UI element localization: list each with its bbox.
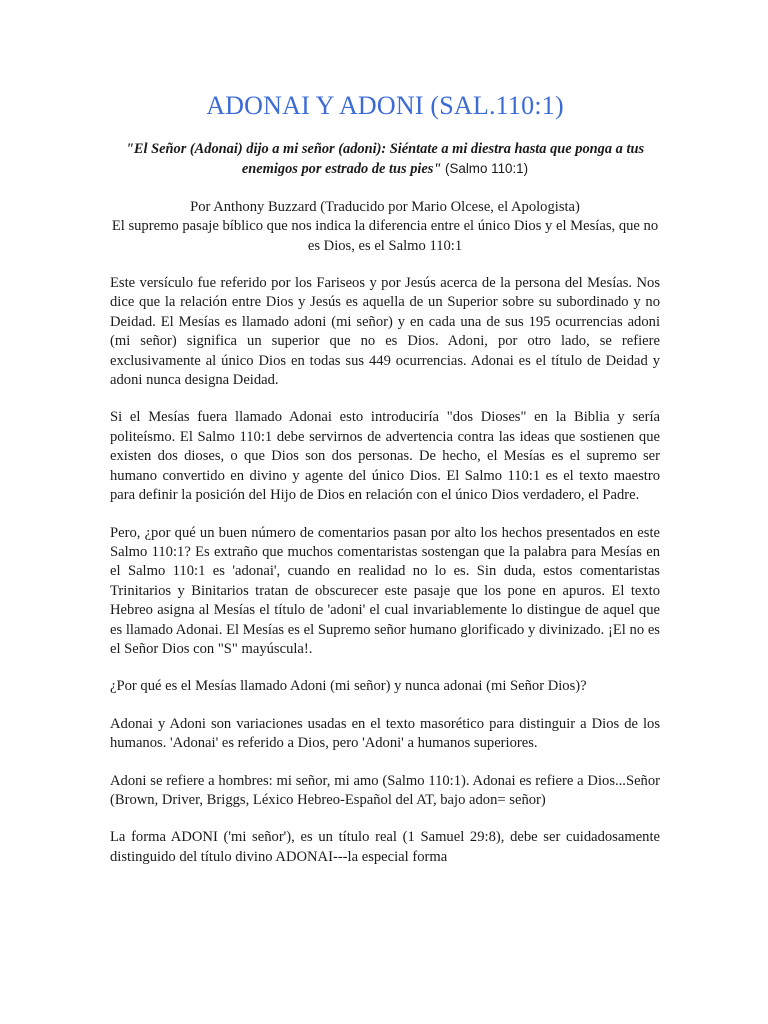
body-paragraph: ¿Por qué es el Mesías llamado Adoni (mi señor) y nunca adonai (mi Señor Dios)? [110, 678, 587, 695]
document-content [110, 90, 660, 885]
intro-text: El supremo pasaje bíblico que nos indica la diferencia entre el único Dios y el Mesías, que no es Dios, es el Salmo 110:1 [111, 218, 659, 254]
document-title: ADONAI Y ADONI (SAL.110:1) [206, 91, 564, 120]
body-paragraph: Pero, ¿por qué un buen número de comentarios pasan por alto los hechos presentados en este Salmo 110:1? Es extraño que muchos comentaristas sostengan que la palabra para Mesías en el Salmo 110:1 es 'adonai', cuando en realidad no lo es. Sin duda, estos comentaristas Trinitarios y Binitarios tratan de obscurecer este pasaje que los pone en apuros. El texto Hebreo asigna al Mesías el título de 'adoni' el cual invariablemente lo distingue de aquel que es llamado Adonai. El Mesías es el Supremo señor humano glorificado y divinizado. ¡El no es el Señor Dios con "S" mayúscula!. [110, 524, 660, 657]
quote-text: "El Señor (Adonai) dijo a mi señor (adoni): Siéntate a mi diestra hasta que ponga a tus enemigos por estrado de tus pies" [125, 141, 645, 178]
author-byline: Por Anthony Buzzard (Traducido por Mario Olcese, el Apologista) [190, 198, 580, 215]
body-paragraph: Si el Mesías fuera llamado Adonai esto introduciría "dos Dioses" en la Biblia y sería politeísmo. El Salmo 110:1 debe servirnos de advertencia contra las ideas que sostienen que existen dos dioses, o que Dios son dos personas. De hecho, el Mesías es el supremo ser humano convertido en divino y agente del único Dios. El Salmo 110:1 es el texto maestro para definir la posición del Hijo de Dios en relación con el único Dios verdadero, el Padre. [110, 409, 660, 504]
epigraph-quote [110, 140, 660, 180]
body-paragraph: Este versículo fue referido por los Fariseos y por Jesús acerca de la persona del Mesías. Nos dice que la relación entre Dios y Jesús es aquella de un Superior sobre su subordinado y no Deidad. El Mesías es llamado adoni (mi señor) y en cada una de sus 195 ocurrencias adoni (mi señor) significa un superior que no es Dios. Adoni, por otro lado, se refiere exclusivamente al único Dios en todas sus 449 ocurrencias. Adonai es el título de Deidad y adoni nunca designa Deidad. [110, 275, 660, 389]
body-paragraph: La forma ADONI ('mi señor'), es un título real (1 Samuel 29:8), debe ser cuidadosamente distinguido del título divino ADONAI---la especial forma [110, 829, 660, 865]
body-paragraph: Adonai y Adoni son variaciones usadas en el texto masorético para distinguir a Dios de los humanos. 'Adonai' es referido a Dios, pero 'Adoni' a humanos superiores. [110, 715, 660, 752]
quote-reference: (Salmo 110:1) [444, 161, 529, 177]
body-paragraph: Adoni se refiere a hombres: mi señor, mi amo (Salmo 110:1). Adonai es refiere a Dios...Señor (Brown, Driver, Briggs, Léxico Hebreo-Español del AT, bajo adon= señor) [110, 772, 660, 808]
